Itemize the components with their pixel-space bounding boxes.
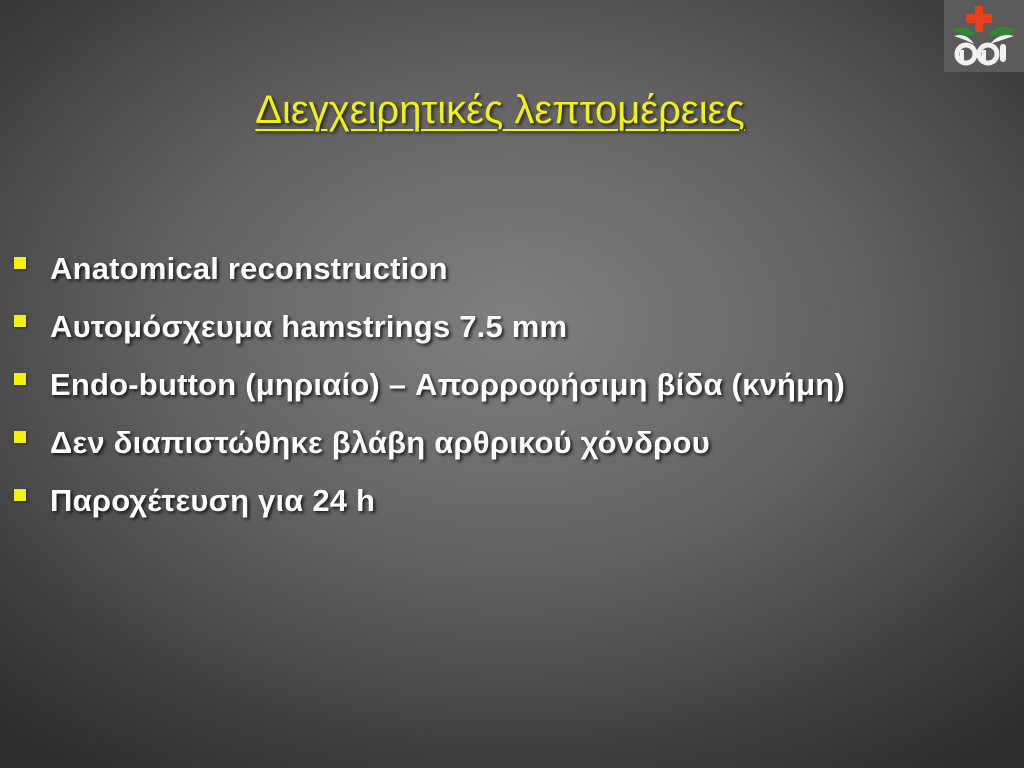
bullet-text: Endo-button (μηριαίο) – Απορροφήσιμη βίδα (κνήμη) <box>50 367 845 402</box>
list-item <box>14 472 1004 530</box>
bullet-list <box>14 240 1004 530</box>
medical-cross-logo-icon <box>944 0 1024 72</box>
square-bullet-icon <box>14 257 26 269</box>
square-bullet-icon <box>14 315 26 327</box>
square-bullet-icon <box>14 489 26 501</box>
bullet-text: Αυτομόσχευμα hamstrings 7.5 mm <box>50 309 568 344</box>
list-item <box>14 414 1004 472</box>
list-item <box>14 240 1004 298</box>
list-item <box>14 356 1004 414</box>
slide-title: Διεγχειρητικές λεπτομέρειες <box>255 88 745 132</box>
list-item <box>14 298 1004 356</box>
bullet-text: Anatomical reconstruction <box>50 251 448 286</box>
square-bullet-icon <box>14 373 26 385</box>
bullet-text: Παροχέτευση για 24 h <box>50 483 376 518</box>
square-bullet-icon <box>14 431 26 443</box>
bullet-text: Δεν διαπιστώθηκε βλάβη αρθρικού χόνδρου <box>50 425 710 460</box>
